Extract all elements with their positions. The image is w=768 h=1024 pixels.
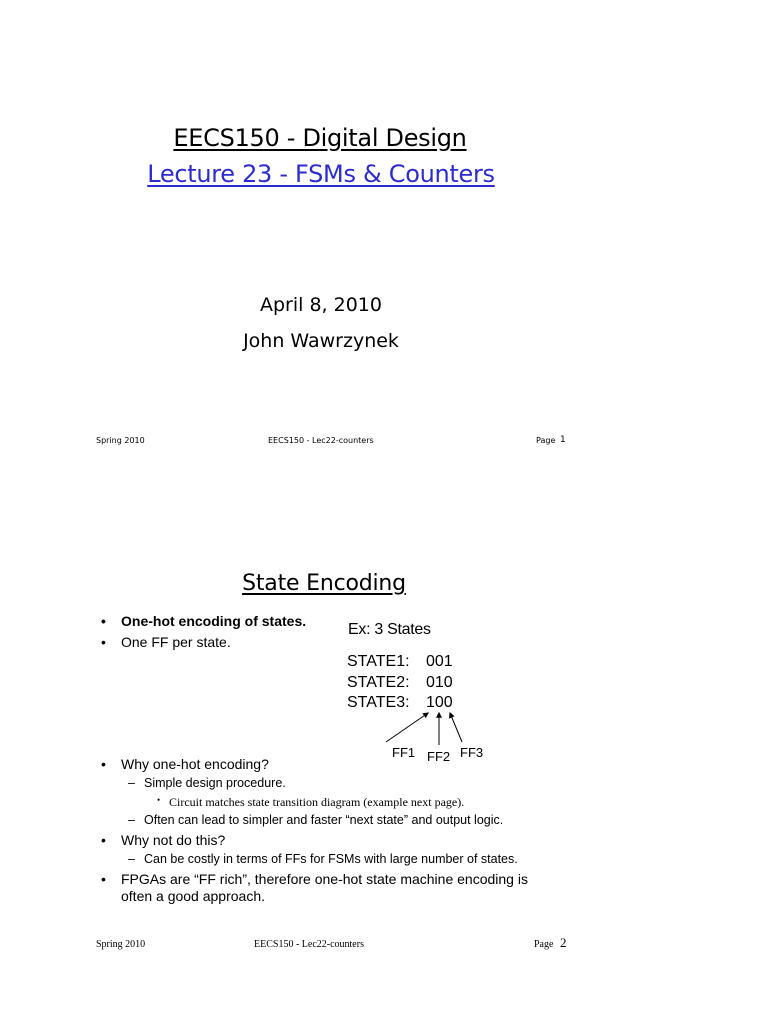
bullet-text: Why not do this? — [121, 832, 226, 848]
lecture-date: April 8, 2010 — [260, 294, 382, 316]
sub-bullet-dash: – — [128, 776, 135, 790]
bullet-dot: • — [101, 613, 106, 629]
ff1-arrow — [386, 713, 428, 742]
ff3-arrow — [450, 713, 462, 742]
state-name: STATE2: — [347, 674, 410, 691]
footer-page-number: 2 — [560, 935, 567, 950]
ff3-label: FF3 — [460, 745, 484, 760]
sub-sub-bullet-text: Circuit matches state transition diagram (example next page). — [169, 795, 465, 809]
bullet-dot: • — [101, 756, 106, 772]
footer-term: Spring 2010 — [96, 939, 146, 950]
bullet-dot: • — [101, 832, 106, 848]
state-code: 100 — [426, 694, 453, 711]
lecture-subtitle: Lecture 23 - FSMs & Counters — [147, 160, 495, 188]
bullet-text: One FF per state. — [121, 634, 231, 650]
sub-bullet-text: Can be costly in terms of FFs for FSMs with large number of states. — [144, 852, 518, 866]
sub-bullet-text: Often can lead to simpler and faster “next state” and output logic. — [144, 813, 504, 827]
footer-term: Spring 2010 — [96, 436, 145, 445]
bullet-dot: • — [101, 871, 106, 887]
ff1-label: FF1 — [392, 745, 416, 760]
bullet-dot: • — [101, 634, 106, 650]
footer-page-label: Page — [536, 436, 556, 445]
state-code: 001 — [426, 653, 453, 670]
bullet-text: Why one-hot encoding? — [121, 756, 269, 772]
sub-bullet-dash: – — [128, 813, 135, 827]
footer-course: EECS150 - Lec22-counters — [268, 436, 374, 445]
sub-sub-bullet-dot: • — [157, 795, 161, 805]
state-name: STATE1: — [347, 653, 410, 670]
state-name: STATE3: — [347, 694, 410, 711]
footer-page-number: 1 — [560, 435, 566, 445]
example-title: Ex: 3 States — [348, 621, 431, 638]
ff2-label: FF2 — [427, 749, 451, 764]
slide-title: State Encoding — [242, 571, 406, 596]
bullet-text: FPGAs are “FF rich”, therefore one-hot state machine encoding is — [121, 871, 528, 887]
bullet-text: One-hot encoding of states. — [121, 613, 307, 629]
sub-bullet-text: Simple design procedure. — [144, 776, 286, 790]
footer-course: EECS150 - Lec22-counters — [254, 939, 364, 950]
footer-page-label: Page — [534, 939, 554, 950]
slide-title: EECS150 - Digital Design — [173, 124, 467, 152]
sub-bullet-dash: – — [128, 852, 135, 866]
lecture-author: John Wawrzynek — [243, 330, 399, 352]
state-code: 010 — [426, 674, 453, 691]
bullet-continuation: often a good approach. — [121, 888, 266, 904]
